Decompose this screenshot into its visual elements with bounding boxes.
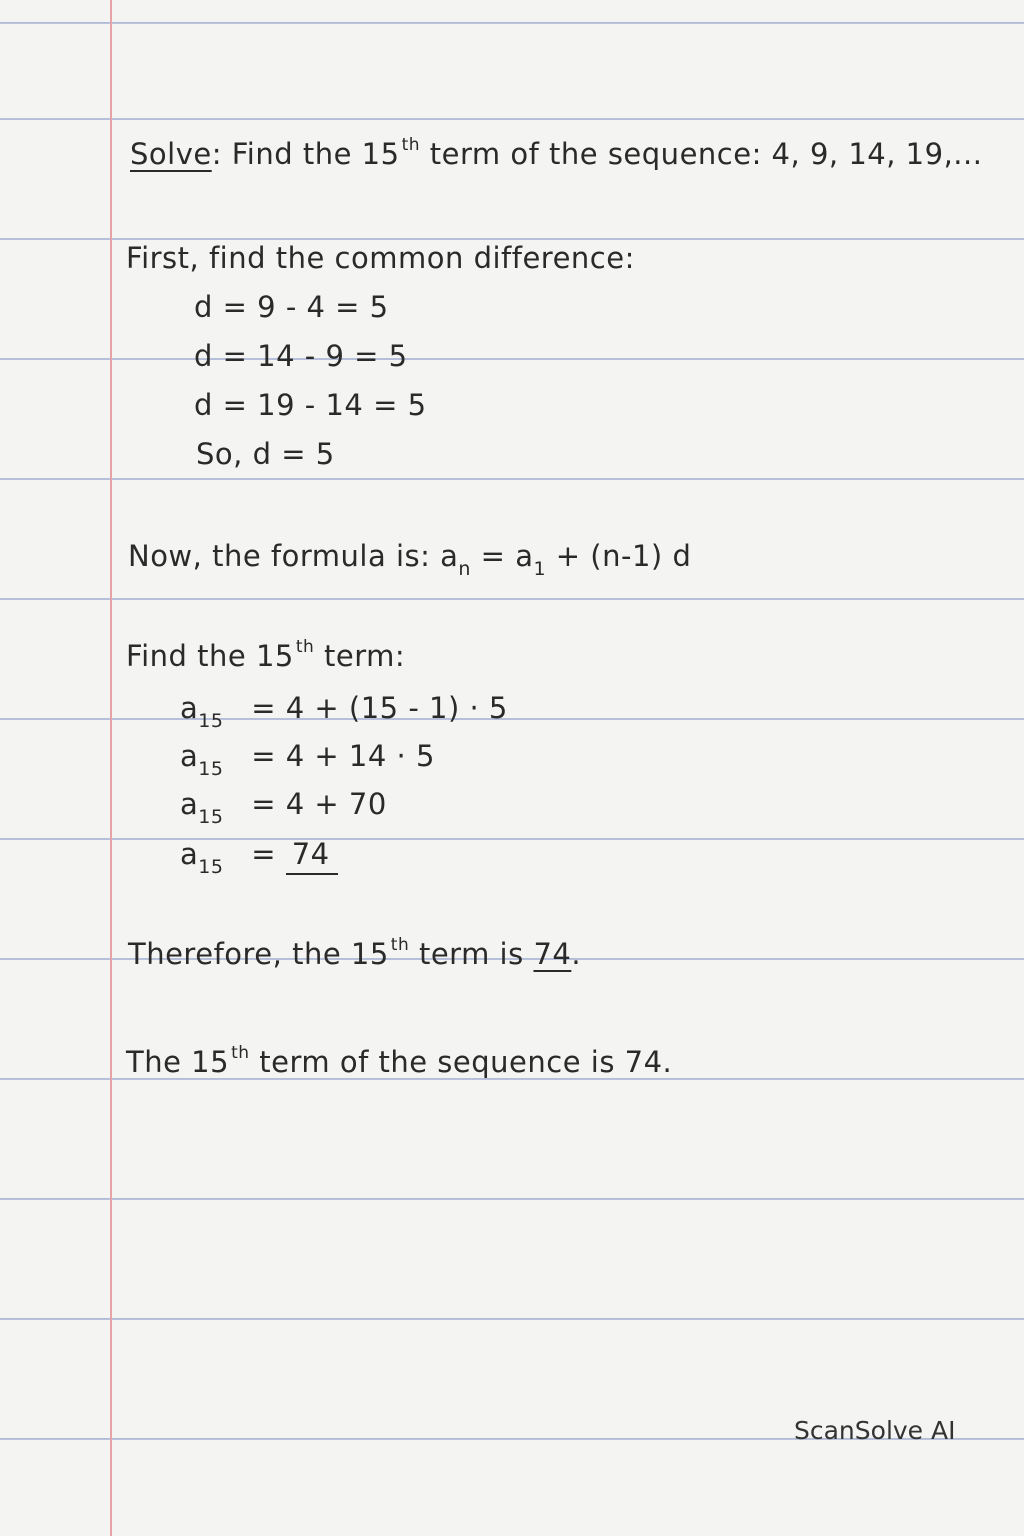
therefore-end: . (571, 937, 582, 971)
therefore-value: 74 (533, 937, 572, 971)
step-answer: 74 (286, 839, 338, 875)
difference-line: d = 14 - 9 = 5 (194, 339, 408, 373)
find-sup: th (295, 637, 315, 657)
step-line (180, 836, 338, 876)
problem-text-after: term of the sequence: 4, 9, 14, 19,... (429, 137, 983, 171)
conclusion-line (126, 1044, 672, 1085)
conclusion-before: The 15 (126, 1045, 230, 1079)
formula-eq: = (470, 539, 516, 573)
therefore-sup: th (390, 935, 410, 955)
problem-text-before: Find the 15 (231, 137, 400, 171)
margin-line (110, 0, 112, 1536)
difference-line: d = 19 - 14 = 5 (194, 388, 427, 422)
step-a: a (180, 739, 199, 773)
therefore-mid: term is (418, 937, 524, 971)
find-heading (126, 638, 405, 679)
conclusion-after: term of the sequence is 74. (259, 1045, 673, 1079)
step-a: a (180, 691, 199, 725)
solve-label: Solve (130, 137, 212, 171)
step-rhs: = 4 + 14 · 5 (251, 739, 435, 773)
formula-sub-1: 1 (533, 558, 547, 580)
formula-rest: + (n-1) d (546, 539, 692, 573)
find-before: Find the 15 (126, 639, 294, 673)
formula-a1: a (515, 539, 534, 573)
step-rhs: = 4 + (15 - 1) · 5 (251, 691, 508, 725)
formula-text: Now, the formula is: (128, 539, 431, 573)
step-eq: = (251, 837, 276, 871)
step-a: a (180, 787, 199, 821)
therefore-line (128, 936, 581, 977)
step-sub: 15 (198, 856, 224, 878)
problem-statement: Solve: Find the 15 $^{th}$ term of the sequence: 4, 9, 14, 19,... (130, 135, 983, 171)
formula-a: a (440, 539, 459, 573)
formula-sub-n: n (458, 558, 471, 580)
difference-line: d = 9 - 4 = 5 (194, 290, 389, 324)
step-line (180, 738, 435, 778)
formula-line (128, 538, 691, 578)
watermark: ScanSolve AI (794, 1416, 956, 1445)
step-rhs: = 4 + 70 (251, 787, 387, 821)
therefore-before: Therefore, the 15 (128, 937, 389, 971)
difference-result: So, d = 5 (196, 437, 335, 471)
step-a: a (180, 837, 199, 871)
problem-sup: th (401, 135, 421, 155)
difference-heading: First, find the common difference: (126, 241, 635, 275)
step-line (180, 786, 387, 826)
find-after: term: (324, 639, 406, 673)
step-sub: 15 (198, 758, 224, 780)
step-line (180, 690, 508, 730)
step-sub: 15 (198, 710, 224, 732)
step-sub: 15 (198, 806, 224, 828)
conclusion-sup: th (231, 1043, 250, 1063)
